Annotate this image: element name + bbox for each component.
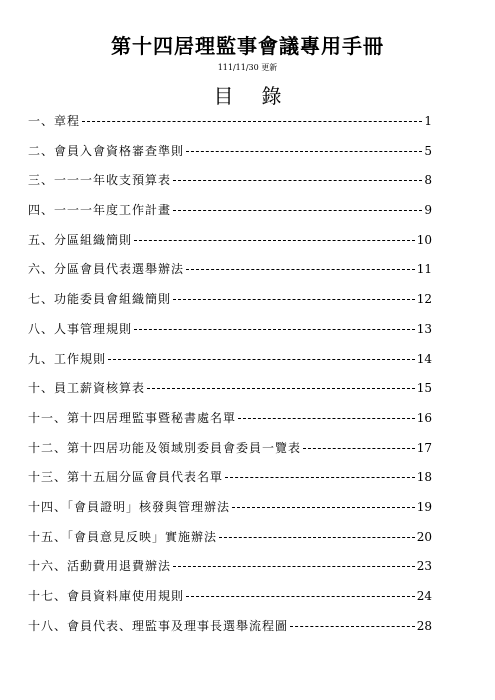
toc-entry-page: 28 — [416, 618, 432, 633]
dot-leader — [134, 329, 415, 330]
toc-entry[interactable] — [28, 439, 432, 469]
toc-entry-page: 14 — [416, 351, 432, 366]
toc-entry[interactable] — [28, 557, 432, 587]
update-date: 111/11/30 更新 — [217, 63, 278, 72]
toc-entry-title: 十七、會員資料庫使用規則 — [28, 589, 185, 603]
toc-entry-page: 18 — [416, 470, 432, 485]
toc-entry-page: 11 — [416, 262, 432, 277]
dot-leader — [186, 269, 415, 270]
dot-leader — [108, 359, 415, 360]
toc-entry-title: 七、功能委員會組織簡則 — [28, 292, 172, 307]
dot-leader — [147, 388, 415, 389]
dot-leader — [134, 240, 415, 241]
dot-leader — [186, 596, 415, 597]
toc-entry-title: 二、會員入會資格審查準則 — [28, 143, 185, 158]
toc-entry-title: 四、一一一年度工作計畫 — [28, 203, 172, 218]
toc-entry[interactable] — [28, 290, 432, 320]
toc-entry-title: 十四、「會員證明」核發與管理辦法 — [28, 499, 231, 514]
toc-entry-title: 十三、第十五屆分區會員代表名單 — [28, 470, 224, 485]
toc-entry[interactable] — [28, 320, 432, 350]
toc-entry-title: 十五、「會員意見反映」實施辦法 — [28, 529, 218, 544]
table-of-contents — [28, 112, 432, 646]
toc-entry[interactable] — [28, 171, 432, 201]
toc-entry-page: 24 — [416, 589, 432, 603]
dot-leader — [219, 537, 415, 538]
toc-entry[interactable] — [28, 468, 432, 498]
toc-entry[interactable] — [28, 528, 432, 558]
dot-leader — [173, 180, 422, 181]
dot-leader — [225, 477, 415, 478]
toc-entry[interactable] — [28, 201, 432, 231]
toc-entry-title: 六、分區會員代表選舉辦法 — [28, 262, 185, 277]
toc-entry-page: 19 — [416, 499, 432, 514]
toc-entry[interactable] — [28, 142, 432, 172]
toc-entry-page: 20 — [416, 529, 432, 544]
toc-entry-page: 9 — [424, 203, 432, 218]
toc-entry-page: 13 — [416, 321, 432, 336]
toc-entry-page: 5 — [424, 143, 432, 158]
toc-entry-title: 十、員工薪資核算表 — [28, 381, 146, 396]
document-title: 第十四居理監事會議專用手冊 — [111, 34, 384, 58]
toc-entry-page: 17 — [416, 440, 432, 455]
toc-entry-page: 12 — [416, 292, 432, 307]
toc-entry-title: 三、一一一年收支預算表 — [28, 173, 172, 188]
toc-entry-page: 15 — [416, 381, 432, 396]
toc-entry[interactable] — [28, 379, 432, 409]
toc-entry-page: 23 — [416, 559, 432, 574]
toc-entry[interactable] — [28, 587, 432, 617]
toc-heading: 目錄 — [213, 84, 310, 108]
toc-entry-title: 五、分區組織簡則 — [28, 232, 133, 247]
toc-entry-title: 十八、會員代表、理監事及理事長選舉流程圖 — [28, 618, 289, 633]
dot-leader — [303, 448, 415, 449]
toc-entry-title: 十六、活動費用退費辦法 — [28, 559, 172, 574]
toc-entry-title: 九、工作規則 — [28, 351, 107, 366]
dot-leader — [238, 418, 415, 419]
dot-leader — [173, 210, 422, 211]
toc-entry[interactable] — [28, 409, 432, 439]
dot-leader — [173, 299, 415, 300]
toc-entry[interactable] — [28, 498, 432, 528]
toc-entry[interactable] — [28, 617, 432, 647]
toc-entry[interactable] — [28, 231, 432, 261]
toc-entry-title: 十二、第十四居功能及領域別委員會委員一覽表 — [28, 440, 302, 455]
dot-leader — [290, 626, 415, 627]
dot-leader — [173, 566, 415, 567]
toc-entry[interactable] — [28, 112, 432, 142]
toc-entry[interactable] — [28, 260, 432, 290]
toc-entry[interactable] — [28, 350, 432, 380]
dot-leader — [82, 121, 422, 122]
toc-entry-page: 16 — [416, 410, 432, 425]
toc-entry-title: 八、人事管理規則 — [28, 321, 133, 336]
toc-entry-page: 10 — [416, 232, 432, 247]
toc-entry-page: 8 — [424, 173, 432, 188]
toc-entry-page: 1 — [424, 114, 432, 128]
toc-entry-title: 十一、第十四居理監事暨秘書處名單 — [28, 410, 237, 425]
toc-entry-title: 一、章程 — [28, 114, 81, 128]
dot-leader — [186, 151, 422, 152]
dot-leader — [232, 507, 415, 508]
